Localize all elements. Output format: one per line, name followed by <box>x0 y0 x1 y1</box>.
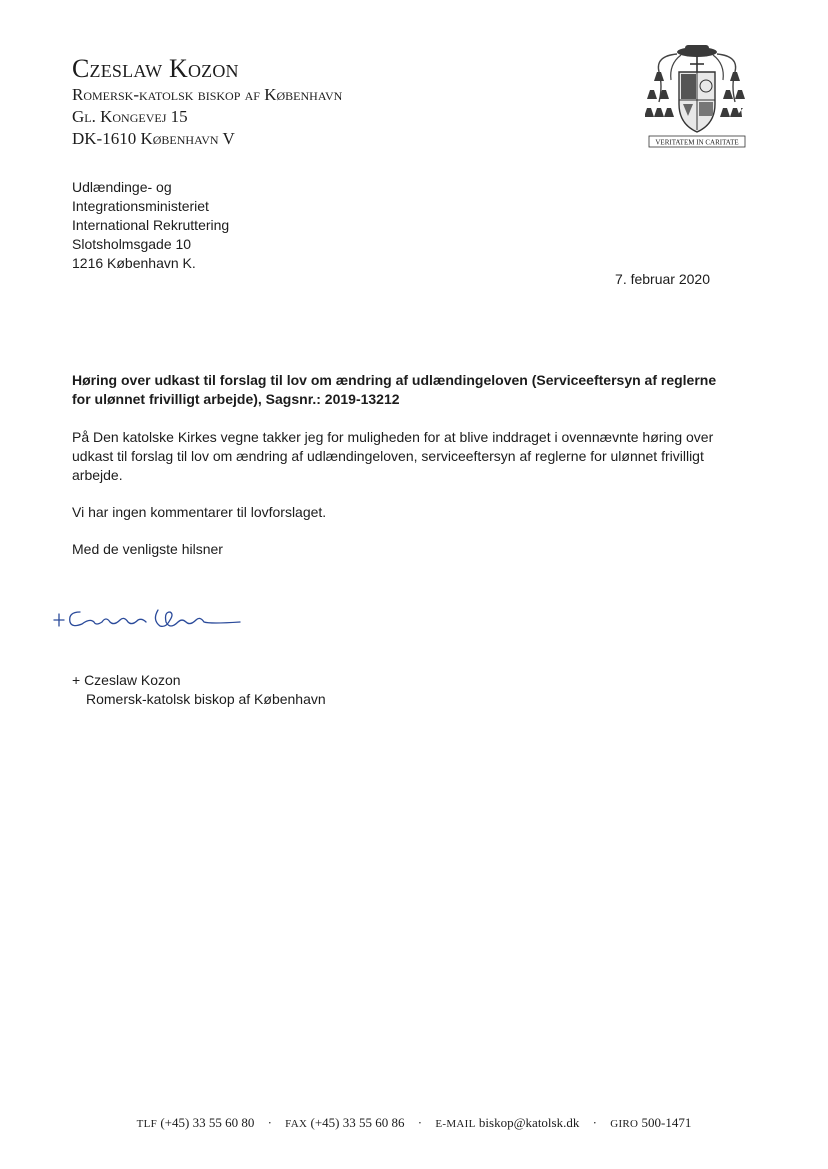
sender-city: DK-1610 København V <box>72 129 235 148</box>
footer-tlf: (+45) 33 55 60 80 <box>160 1115 255 1130</box>
closing-salutation: Med de venligste hilsner <box>72 541 223 557</box>
footer-tlf-label: TLF <box>136 1118 158 1130</box>
footer-email: biskop@katolsk.dk <box>478 1115 580 1130</box>
recipient-line: 1216 København K. <box>72 255 196 271</box>
sender-street: Gl. Kongevej 15 <box>72 107 188 126</box>
coat-of-arms-icon <box>645 42 749 150</box>
sender-name: Czeslaw Kozon <box>72 54 239 83</box>
letter-date: 7. februar 2020 <box>615 271 710 287</box>
signer-name: + Czeslaw Kozon <box>72 672 181 688</box>
coat-of-arms-motto: VERITATEM IN CARITATE <box>655 138 739 147</box>
recipient-line: Udlændinge- og <box>72 179 172 195</box>
subject-line: Høring over udkast til forslag til lov om ændring af udlændingeloven (Serviceeftersyn af reglerne for ulønnet frivilligt arbejde), Sagsnr.: 2019-13212 <box>72 372 717 407</box>
letter-body <box>72 428 732 577</box>
footer-separator: · <box>592 1115 597 1130</box>
footer-separator: · <box>417 1115 423 1130</box>
recipient-line: Integrationsministeriet <box>72 198 209 214</box>
body-paragraph: På Den katolske Kirkes vegne takker jeg for muligheden for at blive inddraget i ovennævnte høring over udkast til forslag til lov om ændring af udlændingeloven, serviceeftersyn af reglerne for ulønnet frivilligt arbejde. <box>72 429 714 483</box>
footer-separator: · <box>267 1115 272 1130</box>
letter-footer <box>0 1115 828 1131</box>
footer-giro: 500-1471 <box>641 1115 692 1130</box>
recipient-line: Slotsholmsgade 10 <box>72 236 192 252</box>
footer-fax-label: FAX <box>285 1118 308 1130</box>
recipient-address <box>72 178 229 273</box>
handwritten-signature <box>50 598 250 638</box>
letterhead <box>72 54 342 150</box>
body-paragraph: Vi har ingen kommentarer til lovforslaget. <box>72 504 327 520</box>
footer-fax: (+45) 33 55 60 86 <box>310 1115 405 1130</box>
footer-giro-label: GIRO <box>610 1118 639 1130</box>
signer-title: Romersk-katolsk biskop af København <box>86 691 326 707</box>
sender-title: Romersk-katolsk biskop af København <box>72 85 343 104</box>
recipient-line: International Rekruttering <box>72 217 230 233</box>
footer-email-label: E-MAIL <box>435 1118 476 1130</box>
signature-block <box>72 671 326 709</box>
